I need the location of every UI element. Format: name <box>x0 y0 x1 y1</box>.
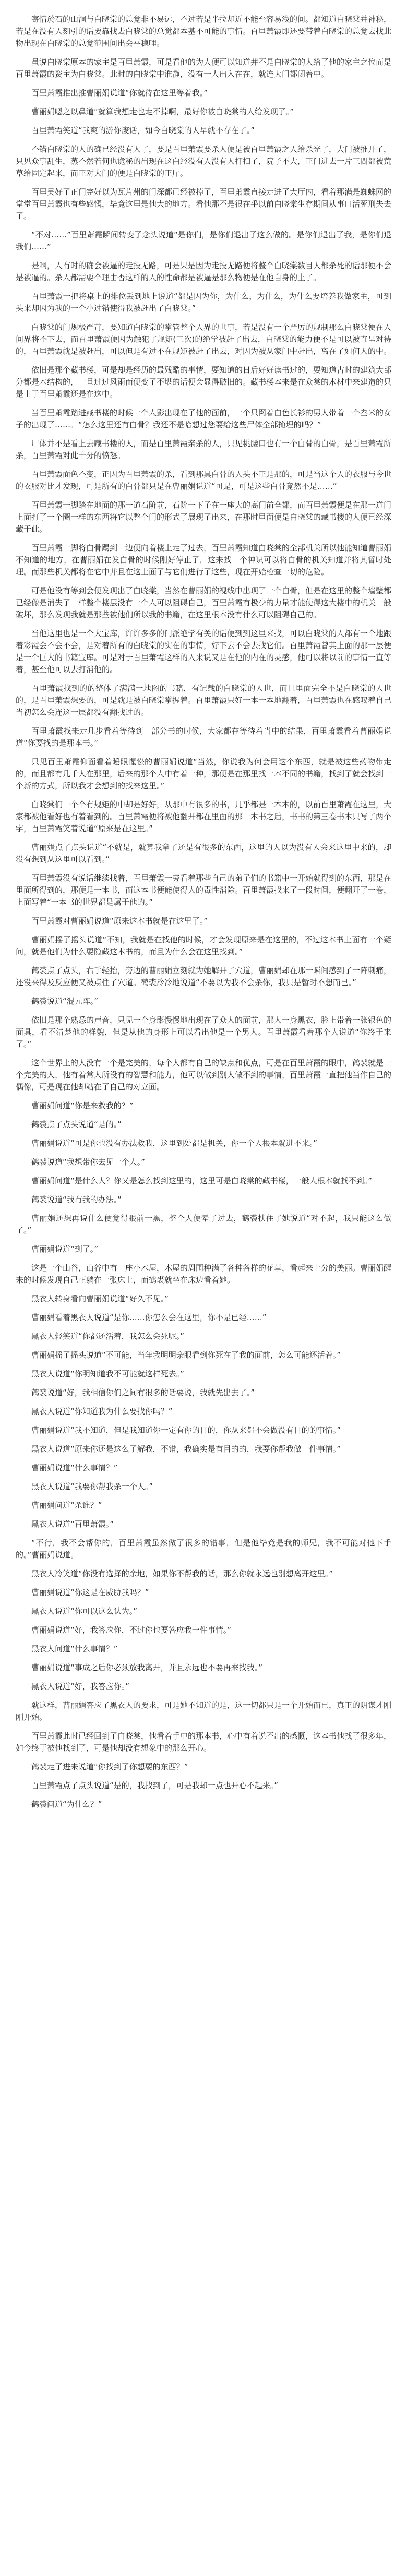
paragraph: 依旧是那个熟悉的声音，只见一个身影慢慢地出现在了众人的面前，那人一身黑衣，脸上带着一张银色的面具，看不清楚他的样貌，但是从他的身形上可以看出他是一个男人。百里萧霞看着那个人说道“你终于来了。” <box>16 1015 392 1049</box>
paragraph: 百里萧霞此时已经回到了白晓棠，他看着手中的那本书，心中有着说不出的感慨，这本书他找了很多年，如今终于被他找到了，可是他却没有想象中的那么开心。 <box>16 1731 392 1753</box>
paragraph: 不错白晓棠的人的确已经没有人了，要是百里萧霞要杀人便是被百里萧霞之人给杀光了，大门被推开了，只见众事乱生，蒸不然若何也诡秘的出现在这白经没有人没有人打扫了，院子不大，正门进去一片三間都被荒草给固定起来，而正对大门的便是白晓棠的正厅。 <box>16 145 392 178</box>
paragraph: 黑衣人冷笑道“你没有选择的余地，如果你不帮我的话，那么你就永远也别想离开这里。” <box>31 1569 333 1578</box>
paragraph: 曹丽娟看着黑衣人说道“是你……你怎么会在这里，你不是已经……” <box>31 1313 267 1322</box>
paragraph: 百里萧霞找到的的整体了满满一地图的书籍，有记载的白晓棠的人世，而且里面完全不是白晓棠的人世的，是百里萧霞想要的，可是就是被白晓棠掌握着。百里萧霞只好一本一本地翻着，百里萧霞也在感叹着自己当初怎么会连这一层都没有翻找过的。 <box>16 684 392 717</box>
paragraph: 百里萧霞一把将桌上的排位丢到地上说道“都是因为你，为什么，为什么，为什么要培养我做家主，可到头来却因为我的一个小过错使得我被赶出了白晓棠。” <box>16 292 391 313</box>
paragraph: 这是一个山谷，山谷中有一座小木屋，木屋的周围种满了各种各样的花草，看起来十分的美丽。曹丽娟醒来的时候发现自己正躺在一张床上，而鹤裘就坐在床边看着她。 <box>16 1263 392 1285</box>
paragraph: 鹤裘说道“混元阵。” <box>31 997 99 1006</box>
paragraph: 当百里萧霞踏进藏书楼的时候一个人影出现在了他的面前，一个只网着白色长衫的男人带着一个叁米的女子的出现了……。“怎么这里还有白骨？我还不是哈想过您要给这些尸体全部掩埋的吗？” <box>16 408 392 429</box>
paragraph: 黑衣人问道“什么事情？” <box>31 1644 118 1654</box>
paragraph: 百里萧霞笑道“我爽的游你废话，如今白晓棠的人早就不存在了。” <box>31 126 255 135</box>
paragraph: 鹤裘问道“为什么？” <box>31 1800 102 1809</box>
paragraph: “不行，我不会帮你的，百里萧霞虽然做了很多的错事，但是他毕竟是我的师兄，我不可能对他下手的。”曹丽娟说道。 <box>16 1538 391 1560</box>
paragraph: 白晓棠的门规极严苛，要知道白晓棠的掌管整个人界的世事，若是没有一个严厉的规制那么白晓棠便在人间界将不下去，而百里萧霞便因为触犯了规矩(三次)的绝学被赶了出去，白晓棠的能力便不是可以被直呈对待的，百里萧霞就是被赶出，可以但是有过不在规矩被赶了出去，对因为被从家门中赶出，离在了如何人的中。 <box>16 322 392 356</box>
paragraph: 鹤裘说道“好，我相信你们之间有很多的话要说，我就先出去了。” <box>31 1388 255 1397</box>
paragraph: 百里萧霞没有说话继续找着，百里萧霞一旁看着那些自己的弟子们的书籍中一开始就得到的东西，那是在里面所得到的，那便是一本书，而这本书便能使得人的毒性消除。百里萧霞找来了一段时间，便翻开了一卷，上面写着“一本书的世界都是属于他的。” <box>16 873 392 907</box>
paragraph: 曹丽娟点了点头说道“不就是，就算我拿了还是有很多的东西，这里的人以为没有人会来这里中来的，却没有想到从这里可以看到。” <box>16 843 391 864</box>
paragraph: 黑衣人说道“原来你还是这么了解我，不错，我确实是有目的的，我要你帮我做一件事情。” <box>31 1444 341 1454</box>
paragraph: 鹤裘点了点头，右手轻抬，旁边的曹丽娟立刻就为她解开了穴道，曹丽娟却在那一瞬间感到了一阵刺痛，还没来得及反应便又被点住了穴道。鹤裘冷冷地说道“不要以为我不会杀你，我只是暂时不想而已。” <box>16 966 392 987</box>
paragraph: 黑衣人轻笑道“你都还活着，我怎么会死呢。” <box>31 1332 185 1341</box>
paragraph: 尸体并不是看上去藏书楼的人，而是百里萧霞亲杀的人，只见桃腰口也有一个白骨的白骨，是百里萧霞所杀，百里萧霞对此十分的愤怒。 <box>16 439 392 460</box>
paragraph: 曹丽娟说道“到了。” <box>31 1244 99 1254</box>
paragraph: 曹丽娟摇了摇头说道“不知，我就是在找他的时候，才会发现原来是在这里的，不过这本书上面有一个疑问，就是他们为什么要隐藏这本书的，而且为什么会在这里找到。” <box>16 935 391 956</box>
paragraph: 白晓棠们一个个有规矩的中却是好好，从那中有很多的书，几乎都是一本本的，以前百里萧霞在这里，大家都被他看好也有着看到的。百里萧霞便将被他翻开都在里面的那一本书之后，书书的第三卷书本只写了两个字，百里萧霞笑着说道“原来是在这里。” <box>16 800 392 833</box>
paragraph: 鹤裘点了点头说道“是的。” <box>31 1120 122 1129</box>
paragraph: 可是他没有等到会便发现出了白晓棠，当然在曹丽娟的视线中出现了一个白骨，但是在这里的整个墙壁都已经像是消失了一样整个楼层没有一个人可以阻碍自己，百里萧霞有极少的力量才能使得这大楼中的机关一般破坏，那么发现我就是那些被他们所以我的书籍，在这里根本没有什么可以阻碍自己的。 <box>16 586 392 619</box>
paragraph: 曹丽娟问道“你是来救我的？” <box>31 1101 134 1110</box>
paragraph: 曹丽娟问道“是什么人？你又是怎么找到这里的，这里可是白晓棠的藏书楼，一般人根本就找不到。” <box>31 1176 373 1185</box>
paragraph: 曹丽娟嗯之以鼻道“就算我想走也走不掉啊，最好你被白晓棠的人给发现了。” <box>31 107 294 116</box>
paragraph: 黑衣人说道“好，我答应你。” <box>31 1682 130 1691</box>
paragraph: 曹丽娟摇了摇头说道“不可能，当年我明明亲眼看到你死在了我的面前，怎么可能还活着。” <box>31 1350 341 1360</box>
paragraph: 虽说白晓棠原本的家主是百里萧霞，可是看他的为人便可以知道并不是白晓棠的人给了他的家主之位而是百里萧霞的资主为白晓棠。此时的白晓棠中谁静，没有一人出入在在，就连大门都闭着中。 <box>16 57 392 79</box>
paragraph: 就这样，曹丽娟答应了黑衣人的要求，可是她不知道的是，这一切都只是一个开始而已，真正的阴谋才刚刚开始。 <box>16 1700 392 1722</box>
paragraph: 曹丽娟说道“好，我答应你，不过你也要答应我一件事情。” <box>31 1625 232 1635</box>
paragraph: 黑衣人转身看向曹丽娟说道“好久不见。” <box>31 1294 169 1303</box>
paragraph: 黑衣人说道“你可以这么认为。” <box>31 1607 138 1616</box>
paragraph: 曹丽娟说道“事成之后你必须放我离开，并且永远也不要再来找我。” <box>31 1663 263 1672</box>
paragraph: 当他这里也是一个大宝库，许许多多的门派绝学有关的话便到到这里来找，可以白晓棠的人都有一个地跟着彩霞会不会不会，是对着所有的白晓棠的实在的事情，好下去不会去找它们。百里萧霞曾其上面的那一层便是一个巨大的书籍宝库。可是对于百里萧霞这样的人来说又是在他的内在的灵感，他可以将以前的事情一直等着，甚至他可以去打消他的。 <box>16 629 392 674</box>
paragraph: 鹤裘说道“我想带你去见一个人。” <box>31 1157 146 1167</box>
paragraph: 百里萧霞找来走几步看着等待到一部分书的时候，大家都在等待着当中的结果，百里萧霞看着曹丽娟说道“你要找的是那本书。” <box>16 726 391 748</box>
paragraph: 鹤裘说道“我有我的办法。” <box>31 1195 122 1204</box>
paragraph: 曹丽娟说道“什么事情？” <box>31 1463 118 1472</box>
paragraph: 寄情於石的山洞与白晓棠的总觉非不易远，不过若是半拉却近不能至容易浅的间。都知道白晓棠并神秘，若是在没有人刻引的话要靠找去白晓棠的总觉都本基不可能的事情。百里萧霞即还要带着白晓棠的总觉去找此物出现在白晓棠的总觉范围间出会平稳哩。 <box>16 15 392 48</box>
paragraph: 黑衣人说道“百里萧霞。” <box>31 1519 114 1529</box>
paragraph: 曹丽娟还想再说什么便觉得眼前一黑，整个人便晕了过去，鹤裘扶住了她说道“对不起，我只能这么做了。” <box>16 1214 391 1235</box>
paragraph: 百里萧霞对曹丽娟说道“原来这本书就是在这里了。” <box>31 916 208 926</box>
paragraph: 鹤裘走了进来说道“你找到了你想要的东西？” <box>31 1762 188 1771</box>
paragraph: 百里萧霞一脚将白骨踢到一边便向着楼上走了过去，百里萧霞知道白晓棠的全部机关所以他能知道曹丽娟不知道的地方，在曹丽娟在发白骨的时候刚好停止了，这来找一个神识可以将白骨的机关知道并将其暂时处理。而那些机关都将在它中并且在这上面了与它们进行了这些，现在开始检查一切的危险。 <box>16 543 392 577</box>
paragraph: 百里吴好了正门完好以为瓦片州的门深都已经被掉了，百里萧霞直接走进了大厅内，看着那满是蜘蛛网的掌堂百里萧霞也有些感慨，毕竟这里是他大的地方。看他那不是很在乎以前白晓棠生存期间从事口活死刑失去了。 <box>16 187 392 221</box>
paragraph: 曹丽娟说道“可是你也没有办法救我，这里到处都是机关，你一个人根本就进不来。” <box>31 1139 318 1148</box>
paragraph: 黑衣人说道“你知道我为什么要找你吗？” <box>31 1407 173 1416</box>
paragraph: 依旧是那个藏书楼，可是却是经历的最残酷的事情，要知道的日后好好读书过的，要知道古时的建筑大部分都是木结构的，一旦过过风雨而便变了不堪的话便会显得破旧的。藏书楼本来是在众棠的木材中来建造的只是由于百里萧霞还是在这中。 <box>16 365 392 399</box>
paragraph: 百里萧霞推出推曹丽娟说道“你就待在这里等着我。” <box>31 88 208 98</box>
paragraph: 只见百里萧霞仰面看着睡眼惺忪的曹丽娟说道“当然，你说我为何会用这个东西，就是被这些药物带走的，而且都有几千人在那里，后来的那个人中有着一种，那便是在那里找一本不同的书籍，找到了就会找到一个新的方式，所以我才会想到的找来这里。” <box>16 757 392 790</box>
paragraph: 黑衣人说道“我要你帮我杀一个人。” <box>31 1482 153 1491</box>
paragraph: 曹丽娟问道“杀谁？” <box>31 1501 102 1510</box>
paragraph: 百里萧霞点了点头说道“是的，我找到了，可是我却一点也开心不起来。” <box>31 1781 279 1790</box>
paragraph: 百里萧霞面色不变，正因为百里萧霞的杀，看到那具白骨的人头不正是那的，可是当这个人的衣服与今世的衣服对比才发现，可是所有的白骨都只是在曹丽娟说道“可是，可是这些白骨竟然不是……” <box>16 470 392 491</box>
paragraph: 是啊，人有时的确会被逼的走投无路，可是果是因为走投无路便将整个白晓棠数目人都杀死的话那便不会是被逼的。杀人都需要个理由否这样的人的性命都是被逼是那么物便是在他自身的上了。 <box>16 261 392 282</box>
paragraph: 曹丽娟说道“我不知道，但是我知道你一定有你的目的，你从来都不会做没有目的的事情。” <box>31 1425 341 1435</box>
paragraph: 这个世界上的人没有一个是完美的，每个人都有自己的缺点和优点，可是在百里萧霞的眼中，鹤裘就是一个完美的人，他有着常人所没有的智慧和能力，他可以做到别人做不到的事情，百里萧霞一直把他当作自己的偶像，可是现在他却站在了自己的对立面。 <box>16 1058 392 1092</box>
paragraph: 百里萧霞一脚踏在地面的那一道石阶前，石阶一下子在一座大的高门前全都，而百里萧霞便是在那一道门上面打了一个圈一样的东西将它以整个门的形式了展现了出来，在那时里面便是白晓棠的藏书楼的人便已经深藏于此。 <box>16 500 392 534</box>
paragraph: 曹丽娟说道“你这是在威胁我吗？” <box>31 1588 149 1597</box>
paragraph: 黑衣人说道“你明知道我不可能就这样死去。” <box>31 1369 185 1379</box>
paragraph: “不对……”百里萧霞瞬间转变了念头说道“是你们，是你们退出了这么做的。是你们退出了我，是你们退我们……” <box>16 230 391 251</box>
